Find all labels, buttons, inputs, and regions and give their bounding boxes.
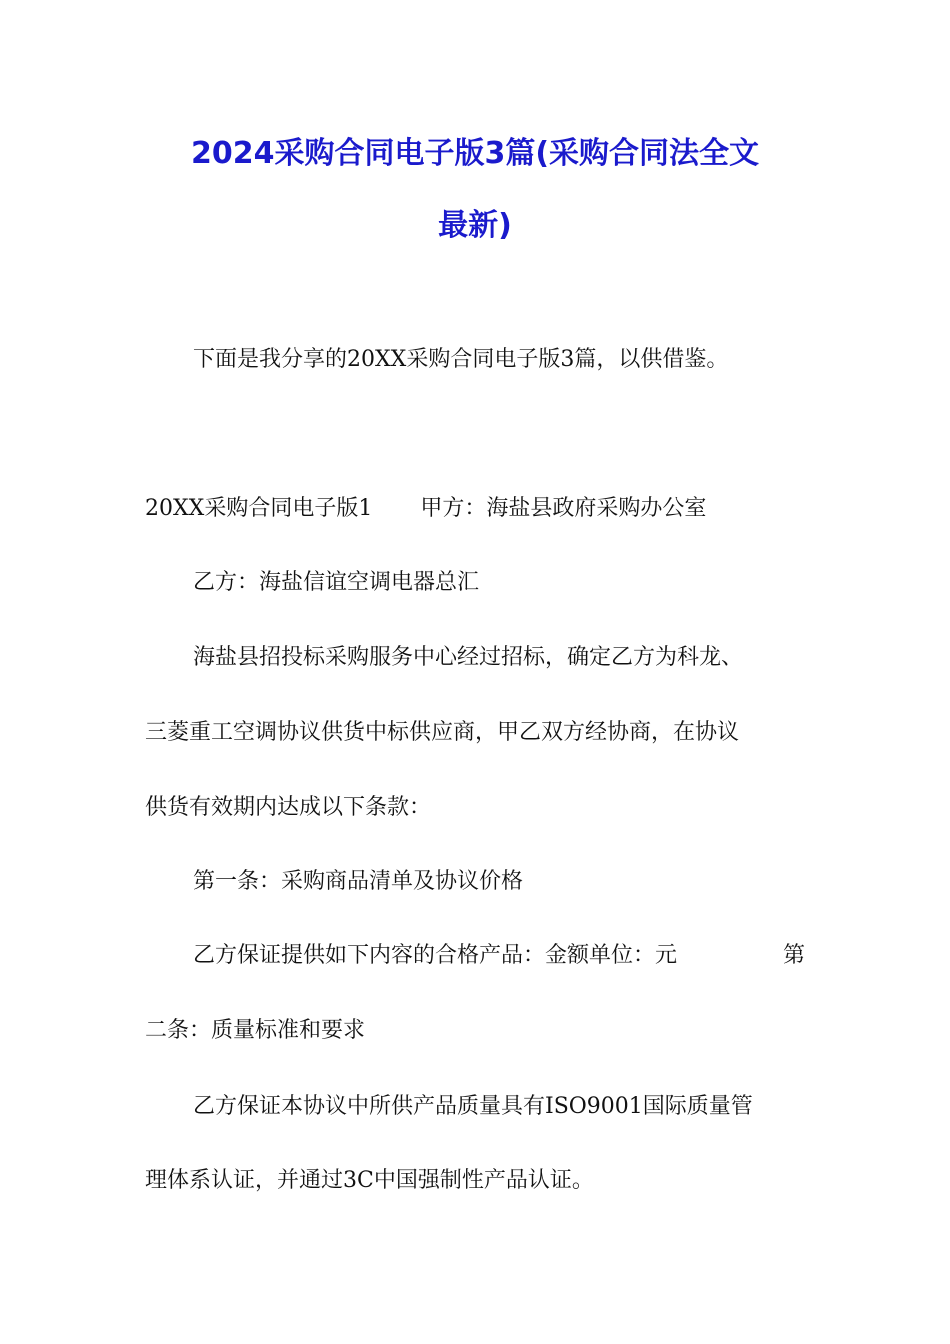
paragraph-line: 海盐县招投标采购服务中心经过招标，确定乙方为科龙、 <box>193 645 744 670</box>
paragraph-line: 理体系认证，并通过3C中国强制性产品认证。 <box>145 1168 594 1193</box>
paragraph-line: 三菱重工空调协议供货中标供应商，甲乙双方经协商，在协议 <box>145 720 740 745</box>
article-heading: 第一条：采购商品清单及协议价格 <box>193 869 524 894</box>
party-b: 乙方：海盐信谊空调电器总汇 <box>193 570 480 595</box>
paragraph-line: 乙方保证提供如下内容的合格产品：金额单位：元 <box>193 943 678 968</box>
document-title-line-1: 2024采购合同电子版3篇(采购合同法全文 <box>190 136 760 171</box>
section-heading: 20XX采购合同电子版1 <box>145 496 373 521</box>
intro-paragraph: 下面是我分享的20XX采购合同电子版3篇，以供借鉴。 <box>193 347 729 372</box>
party-a: 甲方：海盐县政府采购办公室 <box>420 496 707 521</box>
paragraph-line: 供货有效期内达成以下条款： <box>145 795 432 820</box>
document-title-line-2: 最新) <box>438 208 512 243</box>
paragraph-line-tail: 第 <box>783 943 806 968</box>
section-heading-line <box>145 494 706 524</box>
paragraph-line: 二条：质量标准和要求 <box>145 1018 366 1043</box>
paragraph-line: 乙方保证本协议中所供产品质量具有ISO9001国际质量管 <box>193 1094 753 1119</box>
